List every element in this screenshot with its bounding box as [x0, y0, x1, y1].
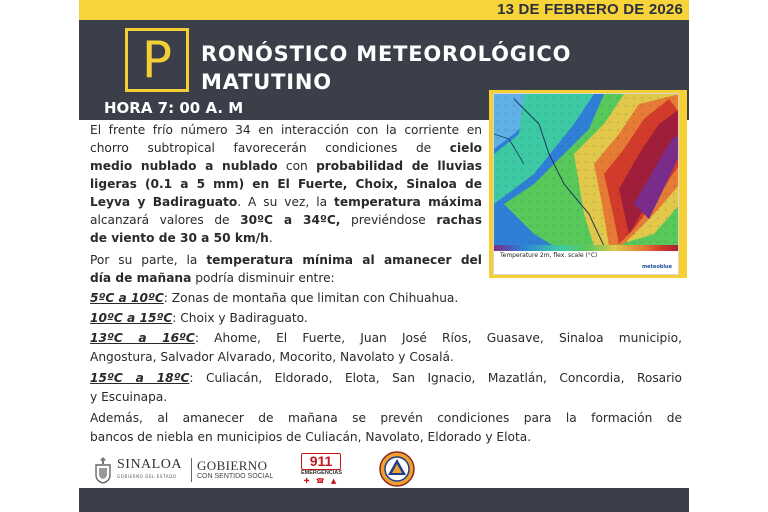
emergency-number: 911 — [301, 453, 341, 470]
map-legend-title: Temperature 2m, flex. scale (°C) — [500, 252, 598, 259]
paragraph-1-line-4 — [90, 175, 482, 193]
bold-segment: temperatura mínima al amanecer del — [206, 253, 482, 267]
sinaloa-logo-text: SINALOA — [117, 457, 182, 472]
bold-segment: rachas — [436, 213, 482, 227]
forecast-hour: HORA 7: 00 A. M — [104, 99, 244, 117]
range-item-3 — [90, 329, 682, 347]
text-segment: . — [268, 231, 273, 245]
paragraph-1-line-3 — [90, 157, 482, 175]
text-segment: bancos de niebla en municipios de Culiacán, Navolato, Eldorado y Elota. — [90, 430, 532, 444]
range-areas: Ahome, El Fuerte, Juan José Ríos, Guasave, Sinaloa municipio, — [214, 331, 683, 345]
closing-line-1 — [90, 409, 682, 427]
sinaloa-logo-subtitle: GOBIERNO DEL ESTADO — [117, 474, 177, 479]
text-segment: : — [163, 291, 172, 305]
range-areas: Culiacán, Eldorado, Elota, San Ignacio, Mazatlán, Concordia, Rosario — [205, 371, 682, 385]
temperature-map — [493, 93, 679, 275]
paragraph-1-line-5 — [90, 193, 482, 211]
logo-divider — [191, 458, 192, 482]
range-item-4-continued — [90, 388, 682, 406]
text-segment: chorro subtropical favorecerán condiciones de — [90, 141, 450, 155]
initial-letter: P — [141, 31, 173, 89]
temperature-range: 13ºC a 16ºC — [90, 331, 195, 345]
bold-segment: temperatura máxima — [334, 195, 482, 209]
initial-letter-box — [125, 28, 189, 92]
temperature-color-scale — [494, 245, 679, 251]
range-item-4 — [90, 369, 682, 387]
text-segment: previéndose — [340, 213, 437, 227]
gobierno-logo-text: GOBIERNO — [197, 458, 268, 473]
temperature-map-image — [494, 94, 679, 246]
temperature-range: 15ºC a 18ºC — [90, 371, 190, 385]
map-source-logo: meteoblue — [641, 264, 672, 270]
bold-segment: de viento de 30 a 50 km/h — [90, 231, 269, 245]
range-areas: Angostura, Salvador Alvarado, Mocorito, Navolato y Cosalá. — [90, 350, 454, 364]
bulletin-sheet — [79, 0, 689, 512]
text-segment: . A su vez, la — [237, 195, 335, 209]
title-line-2: MATUTINO — [201, 70, 332, 94]
bold-segment: cielo — [449, 141, 482, 155]
sinaloa-crest-icon — [93, 456, 113, 484]
bold-segment: ligeras (0.1 a 5 mm) en El Fuerte, Choix, Sinaloa de — [90, 177, 482, 191]
temperature-range: 5ºC a 10ºC — [90, 291, 164, 305]
range-item-3-continued — [90, 348, 682, 366]
date-bar — [79, 0, 689, 20]
closing-line-2 — [90, 428, 682, 446]
text-segment: : — [194, 331, 215, 345]
range-item-1 — [90, 289, 682, 307]
temperature-map-frame — [489, 90, 687, 278]
emergency-symbols-icon: ✚ ☎ ▲ — [303, 477, 339, 485]
title-line-1: RONÓSTICO METEOROLÓGICO — [201, 42, 572, 66]
text-segment: Por su parte, la — [90, 253, 207, 267]
emergency-911-logo — [301, 453, 341, 487]
bold-segment: Leyva y Badiraguato — [90, 195, 238, 209]
bold-segment: día de mañana — [90, 271, 192, 285]
text-segment: : — [172, 311, 181, 325]
paragraph-1-line-2 — [90, 139, 482, 157]
range-areas: y Escuinapa. — [90, 390, 168, 404]
text-segment: Además, al amanecer de mañana se prevén condiciones para la formación de — [90, 411, 682, 425]
text-segment: podría disminuir entre: — [191, 271, 335, 285]
range-areas: Zonas de montaña que limitan con Chihuahua. — [171, 291, 459, 305]
footer-logos — [79, 448, 689, 488]
paragraph-2-line-1 — [90, 251, 482, 269]
paragraph-2-line-2 — [90, 269, 482, 287]
text-segment: : — [189, 371, 206, 385]
temperature-range: 10ºC a 15ºC — [90, 311, 173, 325]
bulletin-date: 13 DE FEBRERO DE 2026 — [497, 1, 683, 18]
range-areas: Choix y Badiraguato. — [180, 311, 308, 325]
bottom-bar — [79, 488, 689, 512]
gobierno-logo-subtitle: CON SENTIDO SOCIAL — [197, 473, 274, 480]
civil-protection-badge-icon — [379, 451, 415, 487]
text-segment: alcanzará valores de — [90, 213, 241, 227]
paragraph-1-line-6 — [90, 211, 482, 229]
text-segment: con — [277, 159, 317, 173]
paragraph-1-line-1 — [90, 121, 482, 139]
bold-segment: 30ºC a 34ºC, — [240, 213, 341, 227]
text-segment: El frente frío número 34 en interacción con la corriente en — [90, 123, 482, 137]
paragraph-1-line-7 — [90, 229, 482, 247]
bold-segment: probabilidad de lluvias — [316, 159, 482, 173]
emergency-label: EMERGENCIAS — [301, 470, 342, 476]
range-item-2 — [90, 309, 682, 327]
bold-segment: medio nublado a nublado — [90, 159, 278, 173]
